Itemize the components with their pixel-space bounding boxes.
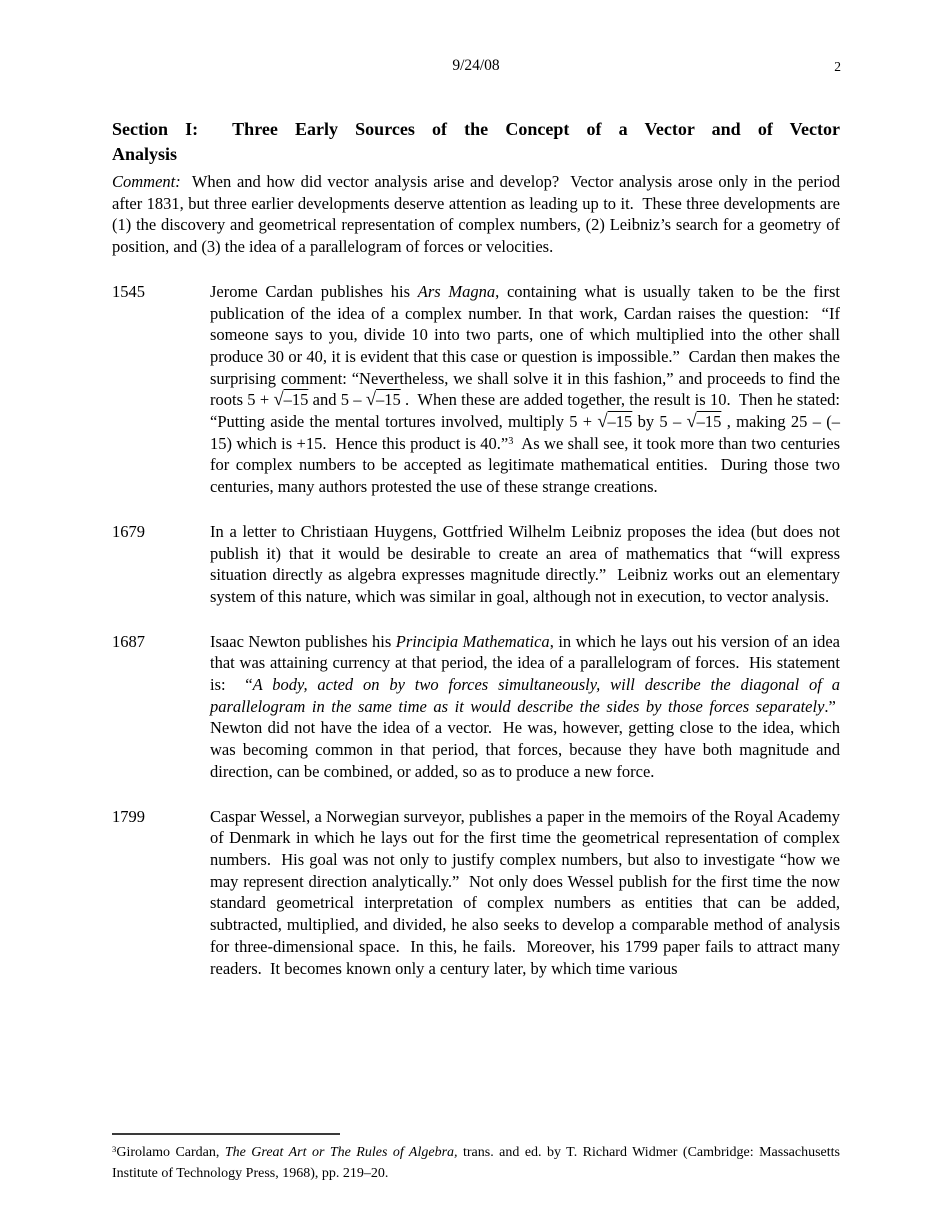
sqrt-expression: √–15 [686,411,722,432]
entry-year: 1799 [112,806,145,826]
sqrt-expression: √–15 [597,411,633,432]
timeline-entry-1687 [112,631,840,783]
entry-text: Caspar Wessel, a Norwegian surveyor, publishes a paper in the memoirs of the Royal Academy of Denmark in which he lays out for the first time the geometrical representation of complex numbers. His goal was not only to justify complex numbers, but also to investigate “how we may represent direction analytically.” Not only does Wessel publish for the first time the now standard geometrical interpretation of complex numbers as entities that can be added, subtracted, multiplied, and divided, he also seeks to develop a comparable method of analysis for three-dimensional space. In this, he fails. Moreover, his 1799 paper fails to attract many readers. It becomes known only a century later, by which time various [210,806,840,978]
entry-text: Isaac Newton publishes his Principia Mathematica, in which he lays out his version of an idea that was attaining currency at that period, the idea of a parallelogram of forces. His statement is: “A body, acted on by two forces simultaneously, will describe the diagonal of a parallelogram in the same time as it would describe the sides by those forces separately.” Newton did not have the idea of a vector. He was, however, getting close to the idea, which was becoming common in that period, that forces, because they have both magnitude and direction, can be combined, or added, so as to produce a new force. [210,631,840,781]
timeline-entry-1679 [112,521,840,608]
sqrt-expression: √–15 [365,389,401,410]
entry-year: 1545 [112,281,145,301]
footnote-separator-rule [112,1133,340,1135]
entry-text: In a letter to Christiaan Huygens, Gottfried Wilhelm Leibniz proposes the idea (but does not publish it) that it would be desirable to create an area of mathematics that “will express situation directly as algebra expresses magnitude directly.” Leibniz works out an elementary system of this nature, which was similar in goal, although not in execution, to vector analysis. [210,521,840,606]
timeline-entry-1545 [112,281,840,498]
entry-year: 1687 [112,631,145,651]
page-number: 2 [834,59,841,74]
footnote-area [112,1133,840,1184]
entry-year: 1679 [112,521,145,541]
section-heading-line2: Analysis [112,144,178,164]
timeline [112,281,840,979]
header-date: 9/24/08 [452,57,500,74]
section-heading-line1: Section I: Three Early Sources of the Concept of a Vector and of Vector [112,119,840,139]
main-content [112,117,840,979]
section-heading [112,117,840,167]
entry-text: Jerome Cardan publishes his Ars Magna, containing what is usually taken to be the first publication of the idea of a complex number. In that work, Cardan raises the question: “If someone says to you, divide 10 into two parts, one of which multiplied into the other shall produce 30 or 40, it is evident that this case or question is impossible.” Cardan then makes the surprising comment: “Nevertheless, we shall solve it in this fashion,” and proceeds to find the roots 5 + √–15 and 5 – √–15 . When these are added together, the result is 10. Then he stated: “Putting aside the mental tortures involved, multiply 5 + √–15 by 5 – √–15 , making 25 – (–15) which is +15. Hence this product is 40.”$^3$ As we shall see, it took more than two centuries for complex numbers to be accepted as legitimate mathematical entities. During those two centuries, many authors protested the use of these strange creations. [210,281,841,497]
comment-paragraph: Comment: When and how did vector analysis arise and develop? Vector analysis arose only in the period after 1831, but three earlier developments deserve attention as leading up to it. These three developments are (1) the discovery and geometrical representation of complex numbers, (2) Leibniz’s search for a geometry of position, and (3) the idea of a parallelogram of forces or velocities. [112,172,840,257]
timeline-entry-1799 [112,806,840,980]
footnote: $^3$Girolamo Cardan, The Great Art or The Rules of Algebra, trans. and ed. by T. Richard Widmer (Cambridge: Massachusetts Institute of Technology Press, 1968), pp. 219–20. [112,1144,840,1181]
sqrt-expression: √–15 [273,389,309,410]
